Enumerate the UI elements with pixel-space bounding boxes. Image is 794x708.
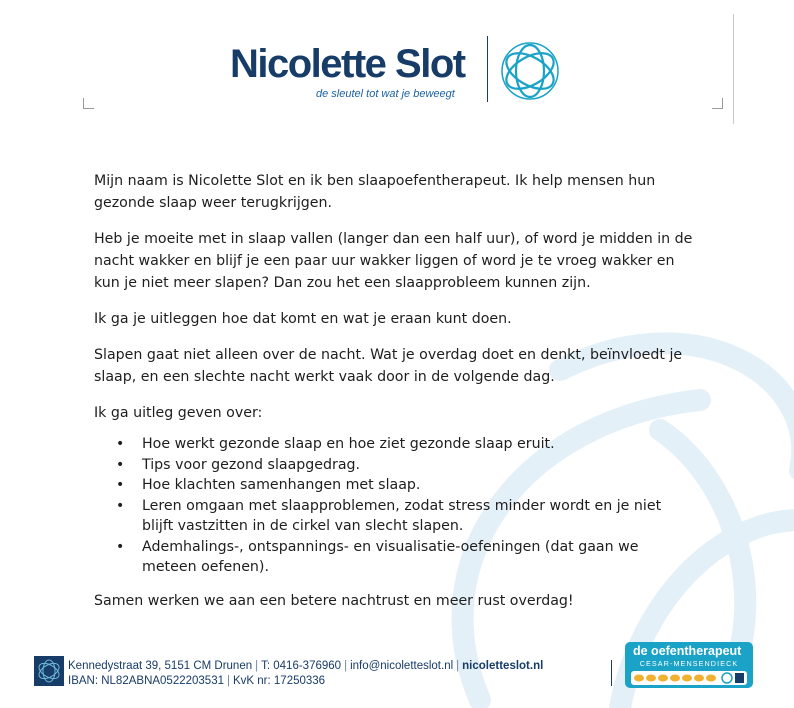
footer-separator: |: [227, 675, 230, 687]
badge-title: de oefentherapeut: [633, 644, 742, 658]
letter-body: [94, 170, 694, 626]
logo-divider: [487, 36, 488, 102]
footer-contact: [68, 659, 543, 689]
footer-website[interactable]: nicoletteslot.nl: [462, 660, 544, 672]
paragraph: Ik ga uitleg geven over:: [94, 405, 263, 421]
paragraph: Slapen gaat niet alleen over de nacht. Wat je overdag doet en denkt, beïnvloedt je slaap, en een slechte nacht werkt vaak door in de volgende dag.: [94, 347, 683, 385]
oefentherapeut-badge: [625, 642, 753, 688]
list-item: [94, 496, 694, 537]
paragraph: Ik ga je uitleggen hoe dat komt en wat je eraan kunt doen.: [94, 311, 512, 327]
footer-separator: |: [456, 660, 460, 672]
footer-line-1: [68, 659, 543, 674]
list-item: [94, 455, 694, 476]
crop-mark-right: [712, 98, 723, 109]
list-item: [94, 537, 694, 578]
footer-separator: |: [255, 660, 259, 672]
list-item-text: • Hoe klachten samenhangen met slaap.: [142, 477, 421, 493]
paragraph: Mijn naam is Nicolette Slot en ik ben slaapoefentherapeut. Ik help mensen hun gezonde slaap weer terugkrijgen.: [94, 173, 656, 211]
footer-address: Kennedystraat 39, 5151 CM Drunen: [68, 660, 253, 672]
closing-paragraph: Samen werken we aan een betere nachtrust en meer rust overdag!: [94, 592, 574, 609]
list-item: [94, 434, 694, 455]
badge-dots-icon: [631, 671, 747, 685]
brand-tagline: de sleutel tot wat je beweegt: [316, 88, 455, 100]
crop-mark-left: [83, 98, 94, 109]
brand-name: Nicolette Slot: [230, 42, 465, 86]
list-item-text: • Tips voor gezond slaapgedrag.: [142, 456, 361, 473]
header-logo: [230, 36, 560, 106]
footer-phone: T: 0416-376960: [261, 660, 342, 672]
list-item-text: • Ademhalings-, ontspannings- en visualisatie-oefeningen (dat gaan we meteen oefenen).: [142, 538, 639, 575]
list-item-text: • Hoe werkt gezonde slaap en hoe ziet gezonde slaap eruit.: [142, 436, 555, 452]
page-edge-line: [733, 14, 734, 124]
footer-email[interactable]: info@nicoletteslot.nl: [350, 660, 454, 672]
footer-logo-icon: [34, 656, 64, 686]
footer-line-2: [68, 674, 543, 689]
knot-logo-icon: [498, 39, 562, 103]
list-item: [94, 475, 694, 496]
topic-list: [94, 434, 694, 578]
badge-subtitle: CESAR-MENSENDIECK: [639, 659, 739, 668]
footer-separator: |: [344, 660, 348, 672]
footer-kvk: KvK nr: 17250336: [233, 675, 326, 687]
footer-divider: [611, 660, 612, 686]
list-item-text: • Leren omgaan met slaapproblemen, zodat stress minder wordt en je niet blijft vastzitten in de cirkel van slecht slapen.: [142, 497, 662, 534]
footer-iban: IBAN: NL82ABNA0522203531: [68, 675, 224, 687]
paragraph: Heb je moeite met in slaap vallen (langer dan een half uur), of word je midden in de nacht wakker en blijf je een paar uur wakker liggen of word je te vroeg wakker en kun je niet meer slapen? Dan zou het een slaapprobleem kunnen zijn.: [94, 231, 693, 291]
